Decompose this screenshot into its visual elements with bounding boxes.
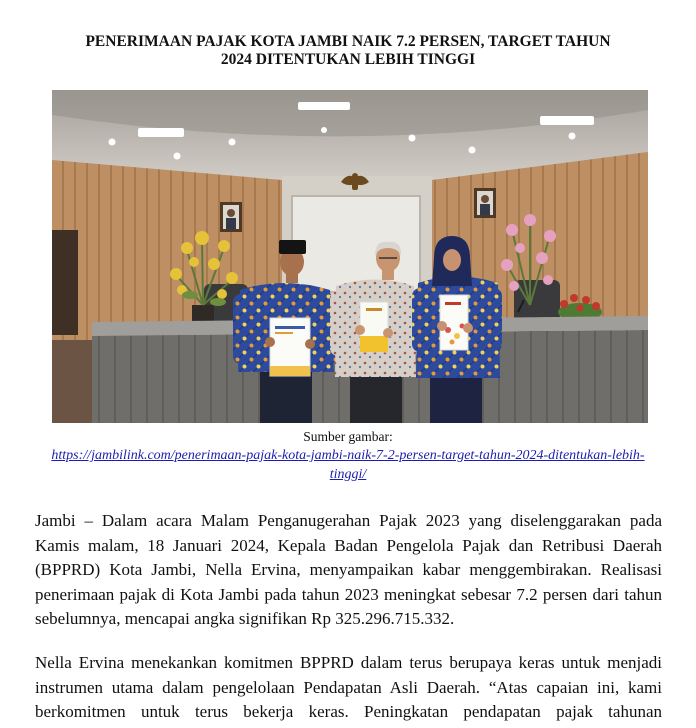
article-photo-frame xyxy=(52,90,648,423)
paragraph-line: sebelumnya, mencapai angka signifikan Rp 325.296.715.332. xyxy=(35,609,455,628)
paragraph-line: Kamis malam, 18 Januari 2024, Kepala Badan Pengelola Pajak dan Retribusi Daerah xyxy=(35,535,662,555)
projector-screen xyxy=(292,196,420,292)
source-link-line[interactable]: tinggi/ xyxy=(329,467,367,482)
paragraph-line: instrumen utama dalam pengelolaan Pendapatan Asli Daerah. “Atas capaian ini, kami xyxy=(35,677,662,697)
source-link-line[interactable]: https://jambilink.com/penerimaan-pajak-kota-jambi-naik-7-2-persen-target-tahun-2024-ditentukan-lebih- xyxy=(51,448,645,463)
portrait-frame-right xyxy=(474,188,496,218)
article-title-line: 2024 DITENTUKAN LEBIH TINGGI xyxy=(220,51,476,68)
photo-caption xyxy=(0,428,696,484)
article-paragraph xyxy=(35,651,662,725)
paragraph-line: penerimaan pajak di Kota Jambi pada tahun 2023 meningkat sebesar 7.2 persen dari tahun xyxy=(35,584,662,604)
paragraph-line: Nella Ervina menekankan komitmen BPPRD dalam terus berupaya keras untuk menjadi xyxy=(35,653,662,672)
article-title xyxy=(0,33,696,69)
paragraph-line: (BPPRD) Kota Jambi, Nella Ervina, menyampaikan kabar menggembirakan. Realisasi xyxy=(35,560,662,579)
document-held-center xyxy=(360,302,388,352)
article-paragraph xyxy=(35,509,662,632)
paragraph-line: berkomitmen untuk terus bekerja keras. Peningkatan pendapatan pajak tahunan xyxy=(35,702,662,721)
source-link[interactable] xyxy=(0,446,696,484)
article-title-line: PENERIMAAN PAJAK KOTA JAMBI NAIK 7.2 PERSEN, TARGET TAHUN xyxy=(85,33,611,50)
article-body xyxy=(35,509,662,725)
paragraph-line: Jambi – Dalam acara Malam Penganugerahan Pajak 2023 yang diselenggarakan pada xyxy=(35,511,662,530)
caption-label: Sumber gambar: xyxy=(303,429,393,444)
left-doorway xyxy=(52,230,78,335)
document-held-left xyxy=(270,318,310,376)
portrait-frame-left xyxy=(220,202,242,232)
article-photo xyxy=(52,90,648,423)
